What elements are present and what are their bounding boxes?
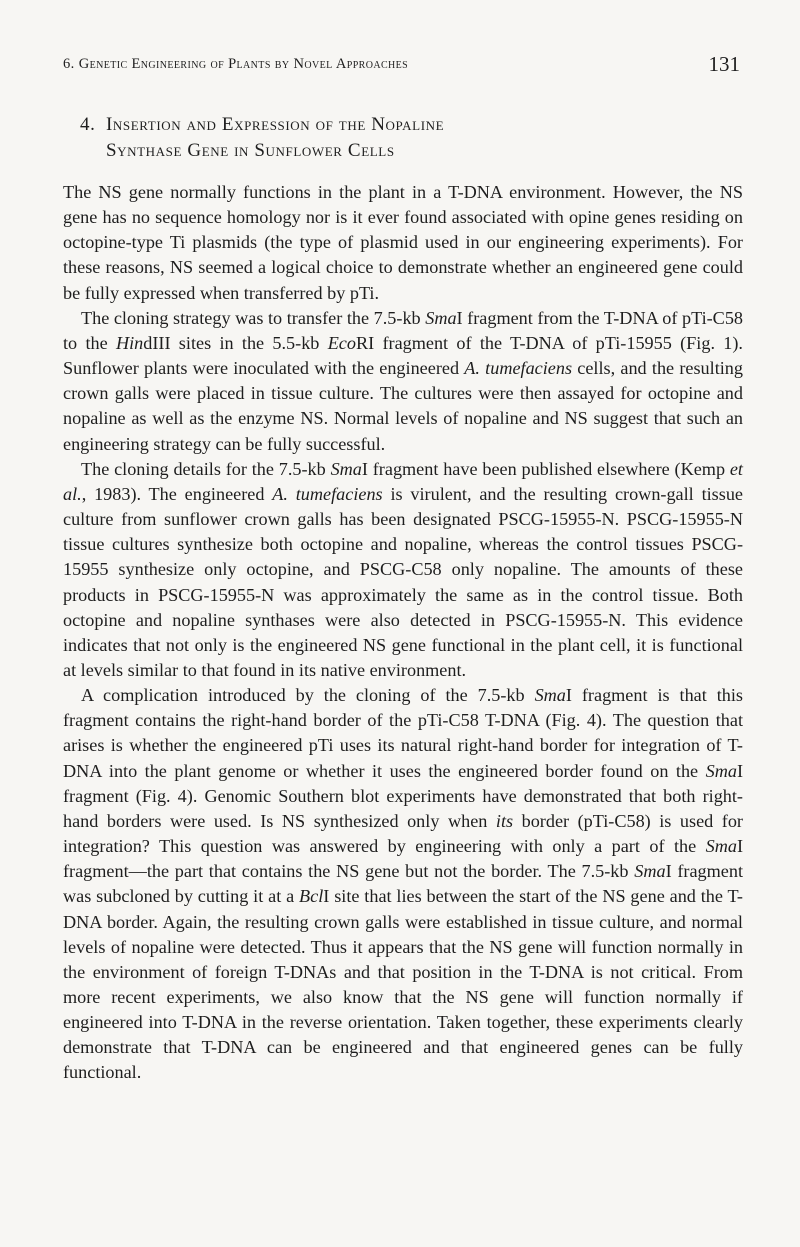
text-run: The NS gene normally functions in the plant in a T-DNA environment. However, the NS gene has no sequence homology nor is it ever found associated with opine genes residing on octopine-type Ti plasmids (the type of plasmid used in our engineering experiments). For these reasons, NS seemed a logical choice to demonstrate whether an engineered gene could be fully expressed when transferred by pTi. <box>63 182 743 303</box>
text-run: The cloning strategy was to transfer the 7.5-kb <box>81 307 426 328</box>
text-run: I fragment—the part that contains the NS gene but not the border. The 7.5-kb <box>63 836 743 882</box>
text-run: I fragment from the T-DNA of pTi-C58 to the <box>63 307 744 353</box>
text-run: I site that lies between the start of the NS gene and the T-DNA border. Again, the resulting crown galls were established in tissue culture, and normal levels of nopaline were detected. Thus it appears that the NS gene will function normally in the environment of foreign T-DNAs and that position in the T-DNA is not critical. From more recent experiments, we also know that the NS gene will function normally if engineered into T-DNA in the reverse orientation. Taken together, these experiments clearly demonstrate that T-DNA can be engineered and that engineered genes can be fully functional. <box>63 886 743 1083</box>
italic-run: Sma <box>534 685 566 706</box>
italic-run: Sma <box>705 836 737 857</box>
text-run: cells, and the resulting crown galls were placed in tissue culture. The cultures were then assayed for octopine and nopaline as well as the enzyme NS. Normal levels of nopaline and NS suggest that such an engineering strategy can be fully successful. <box>63 358 743 454</box>
running-head: 6. Genetic Engineering of Plants by Novel Approaches <box>63 56 409 72</box>
italic-run: Sma <box>705 760 737 781</box>
body-text <box>63 180 743 1086</box>
italic-run: its <box>495 810 514 831</box>
paragraph-1 <box>63 180 743 306</box>
text-run: dIII sites in the 5.5-kb <box>143 332 328 353</box>
text-run: I fragment have been published elsewhere (Kemp <box>361 458 730 479</box>
section-title-line-1: Insertion and Expression of the Nopaline <box>106 114 445 135</box>
text-run: RI fragment of the T-DNA of pTi-15955 (Fig. 1). Sunflower plants were inoculated with the engineered <box>63 332 743 379</box>
section-heading <box>80 112 740 164</box>
italic-run: Bcl <box>299 886 324 907</box>
italic-run: A. tumefaciens <box>272 483 383 504</box>
paragraph-3 <box>63 457 743 683</box>
italic-run: Sma <box>634 861 666 882</box>
text-run: border (pTi-C58) is used for integration? This question was answered by engineering with only a part of the <box>63 810 743 857</box>
text-run: I fragment (Fig. 4). Genomic Southern blot experiments have demonstrated that both right-hand borders were used. Is NS synthesized only when <box>63 760 743 831</box>
italic-run: Sma <box>425 307 457 328</box>
text-run: I fragment is that this fragment contains the right-hand border of the pTi-C58 T-DNA (Fig. 4). The question that arises is whether the engineered pTi uses its natural right-hand border for integration of T-DNA into the plant genome or whether it uses the engineered border found on the <box>63 685 743 781</box>
italic-run: A. tumefaciens <box>464 358 573 379</box>
page-number: 131 <box>708 52 740 76</box>
section-title-line-2: Synthase Gene in Sunflower Cells <box>106 140 395 161</box>
text-run: A complication introduced by the cloning of the 7.5-kb <box>81 685 535 706</box>
text-run: , 1983). The engineered <box>81 483 273 504</box>
paragraph-4 <box>63 683 743 1086</box>
italic-run: et al. <box>63 458 743 504</box>
text-run: The cloning details for the 7.5-kb <box>81 458 331 479</box>
section-number: 4. <box>80 114 96 135</box>
text-run: I fragment was subcloned by cutting it at a <box>63 861 744 907</box>
italic-run: Hin <box>115 332 144 353</box>
italic-run: Eco <box>327 332 356 353</box>
paragraph-2 <box>63 306 743 457</box>
italic-run: Sma <box>330 458 362 479</box>
text-run: is virulent, and the resulting crown-gall tissue culture from sunflower crown galls has been designated PSCG-15955-N. PSCG-15955-N tissue cultures synthesize both octopine and nopaline, whereas the control tissues PSCG-15955 synthesize only octopine, and PSCG-C58 only nopaline. The amounts of these products in PSCG-15955-N was approximately the same as in the control tissue. Both octopine and nopaline synthases were also detected in PSCG-15955-N. This evidence indicates that not only is the engineered NS gene functional in the plant cell, it is functional at levels similar to that found in its native environment. <box>63 483 743 680</box>
